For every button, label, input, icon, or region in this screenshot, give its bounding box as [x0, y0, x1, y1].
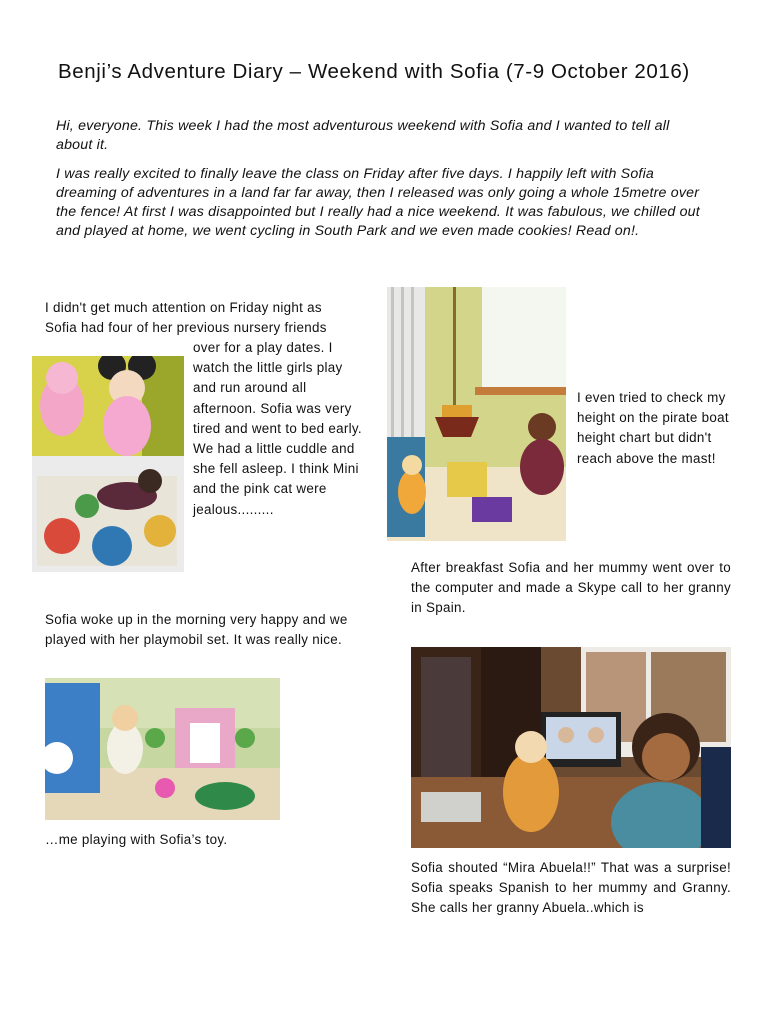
photo-height-chart: [387, 287, 566, 541]
intro-paragraph-1: Hi, everyone. This week I had the most adventurous weekend with Sofia and I wanted to tell all about it.: [56, 118, 670, 153]
intro-paragraph-2: I was really excited to finally leave the class on Friday after five days. I happily left with Sofia dreaming of adventures in a land far far away, then I released was only going a whole 15metre over the fence! At first I was disappointed but I really had a nice weekend. It was fabulous, we chilled out and played at home, we went cycling in South Park and we even made cookies! Read on!.: [56, 166, 700, 239]
friday-text-rest: over for a play dates. I watch the little girls play and run around all afternoon. Sofia was very tired and went to bed early. We had a little cuddle and she fell asleep. I think Mini and the pink cat were jealous.........: [193, 340, 362, 517]
photo-skype-call: [411, 647, 731, 848]
toy-caption: …me playing with Sofia’s toy.: [45, 832, 228, 847]
friday-text-line-2: Sofia had four of her previous nursery friends: [45, 320, 327, 335]
mira-abuela-text: Sofia shouted “Mira Abuela!!” That was a surprise! Sofia speaks Spanish to her mummy and Granny. She calls her granny Abuela..which is: [411, 860, 731, 916]
photo-sleeping-with-toys: [32, 356, 184, 572]
page-title: Benji’s Adventure Diary – Weekend with Sofia (7-9 October 2016): [58, 60, 690, 83]
height-chart-text: I even tried to check my height on the pirate boat height chart but didn't reach above the mast!: [577, 390, 729, 466]
morning-text: Sofia woke up in the morning very happy and we played with her playmobil set. It was really nice.: [45, 612, 348, 648]
skype-text: After breakfast Sofia and her mummy went over to the computer and made a Skype call to her granny in Spain.: [411, 560, 731, 616]
photo-playing-with-toy: [45, 678, 280, 820]
friday-text-line-1: I didn't get much attention on Friday night as: [45, 300, 322, 315]
